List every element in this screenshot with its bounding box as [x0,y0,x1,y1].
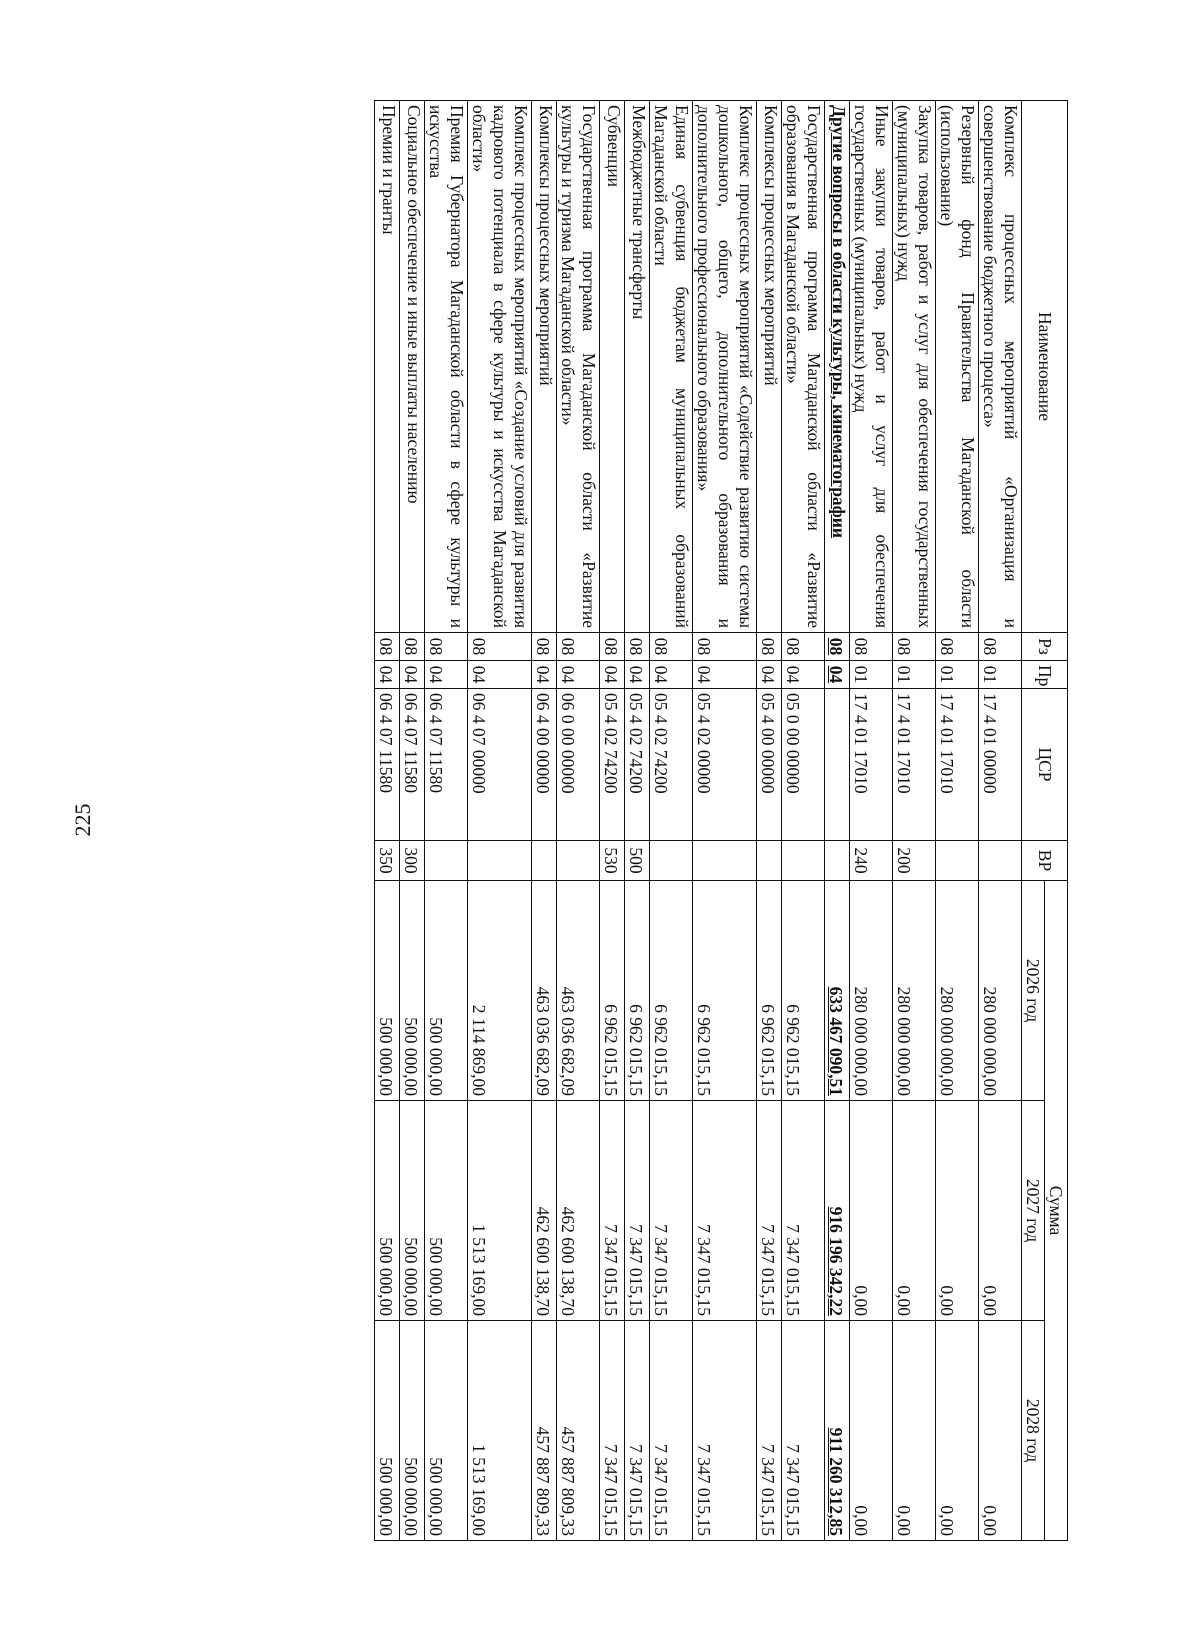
row-pr: 01 [979,661,1022,689]
row-sum-2026: 500 000,00 [425,881,468,1101]
row-pr-value: 04 [826,665,846,684]
table-row [375,101,400,1541]
row-sum-2027: 7 347 015,15 [693,1101,757,1321]
row-name: Государственная программа Магаданской области «Развитие культуры и туризма Магаданской области» [557,101,600,633]
row-csr: 05 0 00 00000 [782,689,825,841]
row-vr: 350 [375,841,400,881]
row-csr: 05 4 02 00000 [693,689,757,841]
table-row [936,101,979,1541]
row-name: Премия Губернатора Магаданской области в сфере культуры и искусства [425,101,468,633]
row-sum-2026: 6 962 015,15 [625,881,650,1101]
row-name: Премии и гранты [375,101,400,633]
row-pr: 04 [782,661,825,689]
table-row [425,101,468,1541]
row-name: Комплекс процессных мероприятий «Создание условий для развития кадрового потенциала в сфере культуры и искусства Магаданской области» [468,101,532,633]
table-row [782,101,825,1541]
table-row [400,101,425,1541]
row-pr: 04 [375,661,400,689]
row-sum-2026: 463 036 682,09 [532,881,557,1101]
table-row [825,101,850,1541]
row-pr: 01 [893,661,936,689]
row-vr [468,841,532,881]
row-pr [825,661,850,689]
row-name: Единая субвенция бюджетам муниципальных образований Магаданской области [650,101,693,633]
row-pr: 04 [468,661,532,689]
row-sum-2026: 6 962 015,15 [600,881,625,1101]
row-csr: 05 4 02 74200 [625,689,650,841]
row-vr [425,841,468,881]
row-sum-2027: 7 347 015,15 [782,1101,825,1321]
row-name: Иные закупки товаров, работ и услуг для обеспечения государственных (муниципальных) нужд [850,101,893,633]
row-sum-2027: 500 000,00 [375,1101,400,1321]
row-sum-2026: 280 000 000,00 [979,881,1022,1101]
row-sum-2028: 0,00 [979,1321,1022,1541]
row-name: Другие вопросы в области культуры, кинематографии [825,101,850,633]
row-sum-2026: 463 036 682,09 [557,881,600,1101]
row-sum-2027: 500 000,00 [400,1101,425,1321]
row-sum-2026: 6 962 015,15 [782,881,825,1101]
row-csr: 17 4 01 17010 [850,689,893,841]
row-rz: 08 [625,633,650,661]
row-pr: 04 [532,661,557,689]
row-vr [782,841,825,881]
row-pr: 04 [650,661,693,689]
row-sum-2027: 7 347 015,15 [625,1101,650,1321]
row-sum-2027: 462 600 138,70 [532,1101,557,1321]
row-vr: 530 [600,841,625,881]
row-sum-2028: 500 000,00 [400,1321,425,1541]
row-sum-2028: 0,00 [936,1321,979,1541]
row-pr: 04 [757,661,782,689]
row-rz: 08 [650,633,693,661]
row-rz-value: 08 [826,637,846,656]
row-pr: 01 [936,661,979,689]
row-sum-2028: 0,00 [850,1321,893,1541]
table-row [979,101,1022,1541]
row-rz: 08 [893,633,936,661]
row-sum-2027: 0,00 [893,1101,936,1321]
row-vr: 300 [400,841,425,881]
table-row [757,101,782,1541]
row-rz: 08 [557,633,600,661]
row-rz: 08 [425,633,468,661]
row-rz: 08 [979,633,1022,661]
row-csr: 05 4 02 74200 [650,689,693,841]
table-row [557,101,600,1541]
row-sum-2027: 7 347 015,15 [757,1101,782,1321]
row-vr: 200 [893,841,936,881]
row-pr: 04 [557,661,600,689]
row-sum-2026: 500 000,00 [375,881,400,1101]
row-sum-2028: 7 347 015,15 [782,1321,825,1541]
row-vr [979,841,1022,881]
header-pr: Пр [1022,661,1068,689]
row-sum-2028: 457 887 809,33 [532,1321,557,1541]
row-sum-2026 [825,881,850,1101]
row-sum-2028: 500 000,00 [375,1321,400,1541]
row-sum-2028: 1 513 169,00 [468,1321,532,1541]
header-2027: 2027 год [1022,1101,1045,1321]
row-vr [557,841,600,881]
row-sum-2026: 2 114 869,00 [468,881,532,1101]
row-vr [650,841,693,881]
row-sum-2026: 280 000 000,00 [893,881,936,1101]
table-row [850,101,893,1541]
row-sum-2027: 462 600 138,70 [557,1101,600,1321]
header-csr: ЦСР [1022,689,1068,841]
header-rz: Рз [1022,633,1068,661]
row-name: Государственная программа Магаданской области «Развитие образования в Магаданской области» [782,101,825,633]
row-sum-2026: 6 962 015,15 [650,881,693,1101]
row-pr: 04 [400,661,425,689]
row-rz: 08 [600,633,625,661]
page-number: 225 [70,803,95,837]
header-name: Наименование [1022,101,1068,633]
row-sum-2027-value: 916 196 342,22 [826,1206,846,1316]
row-pr: 04 [600,661,625,689]
table-row [532,101,557,1541]
table-row [693,101,757,1541]
row-sum-2026: 6 962 015,15 [757,881,782,1101]
row-sum-2028-value: 911 260 312,85 [826,1427,846,1537]
row-sum-2026: 280 000 000,00 [936,881,979,1101]
row-sum-2027: 500 000,00 [425,1101,468,1321]
row-rz: 08 [693,633,757,661]
row-name: Субвенции [600,101,625,633]
row-sum-2026: 6 962 015,15 [693,881,757,1101]
row-pr: 04 [693,661,757,689]
row-sum-2028: 7 347 015,15 [757,1321,782,1541]
row-sum-2026-value: 633 467 090,51 [826,986,846,1096]
rotated-page [158,100,1068,1540]
header-vr: ВР [1022,841,1068,881]
row-pr: 01 [850,661,893,689]
header-row-1 [1045,101,1068,1541]
row-vr [532,841,557,881]
row-sum-2027 [825,1101,850,1321]
row-name: Комплекс процессных мероприятий «Организация и совершенствование бюджетного процесса» [979,101,1022,633]
row-csr [825,689,850,841]
row-name: Социальное обеспечение и иные выплаты населению [400,101,425,633]
row-csr: 17 4 01 00000 [979,689,1022,841]
row-vr [825,841,850,881]
row-rz: 08 [936,633,979,661]
row-sum-2027: 1 513 169,00 [468,1101,532,1321]
row-sum-2027: 7 347 015,15 [650,1101,693,1321]
row-sum-2028: 457 887 809,33 [557,1321,600,1541]
row-rz [825,633,850,661]
row-name: Резервный фонд Правительства Магаданской области (использование) [936,101,979,633]
row-name: Комплексы процессных мероприятий [532,101,557,633]
row-csr: 06 4 00 00000 [532,689,557,841]
row-name: Межбюджетные трансферты [625,101,650,633]
row-rz: 08 [468,633,532,661]
table-row [893,101,936,1541]
row-rz: 08 [375,633,400,661]
table-body [375,101,1022,1541]
row-csr: 06 4 07 11580 [375,689,400,841]
row-csr: 06 4 07 00000 [468,689,532,841]
row-vr: 240 [850,841,893,881]
header-2028: 2028 год [1022,1321,1045,1541]
row-rz: 08 [757,633,782,661]
row-vr [936,841,979,881]
row-sum-2028: 7 347 015,15 [650,1321,693,1541]
row-csr: 06 4 07 11580 [425,689,468,841]
row-pr: 04 [625,661,650,689]
row-name: Комплекс процессных мероприятий «Содействие развитию системы дошкольного, общего, дополнительного образования и дополнительного профессионального образования» [693,101,757,633]
row-vr [693,841,757,881]
row-sum-2028: 7 347 015,15 [693,1321,757,1541]
row-csr: 06 0 00 00000 [557,689,600,841]
table-row [650,101,693,1541]
header-2026: 2026 год [1022,881,1045,1101]
row-vr: 500 [625,841,650,881]
row-name: Комплексы процессных мероприятий [757,101,782,633]
row-csr: 05 4 00 00000 [757,689,782,841]
row-csr: 17 4 01 17010 [893,689,936,841]
row-rz: 08 [400,633,425,661]
row-sum-2028 [825,1321,850,1541]
row-sum-2028: 7 347 015,15 [625,1321,650,1541]
row-sum-2027: 7 347 015,15 [600,1101,625,1321]
row-sum-2027: 0,00 [936,1101,979,1321]
row-rz: 08 [782,633,825,661]
table-row [625,101,650,1541]
row-sum-2027: 0,00 [850,1101,893,1321]
row-name: Закупка товаров, работ и услуг для обеспечения государственных (муниципальных) нужд [893,101,936,633]
header-sum: Сумма [1045,881,1068,1541]
table-row [600,101,625,1541]
row-csr: 05 4 02 74200 [600,689,625,841]
table-row [468,101,532,1541]
budget-table [374,100,1068,1541]
row-rz: 08 [532,633,557,661]
row-csr: 06 4 07 11580 [400,689,425,841]
row-sum-2026: 280 000 000,00 [850,881,893,1101]
row-sum-2028: 500 000,00 [425,1321,468,1541]
row-sum-2028: 7 347 015,15 [600,1321,625,1541]
row-sum-2026: 500 000,00 [400,881,425,1101]
row-sum-2027: 0,00 [979,1101,1022,1321]
row-pr: 04 [425,661,468,689]
row-vr [757,841,782,881]
row-rz: 08 [850,633,893,661]
row-csr: 17 4 01 17010 [936,689,979,841]
row-sum-2028: 0,00 [893,1321,936,1541]
